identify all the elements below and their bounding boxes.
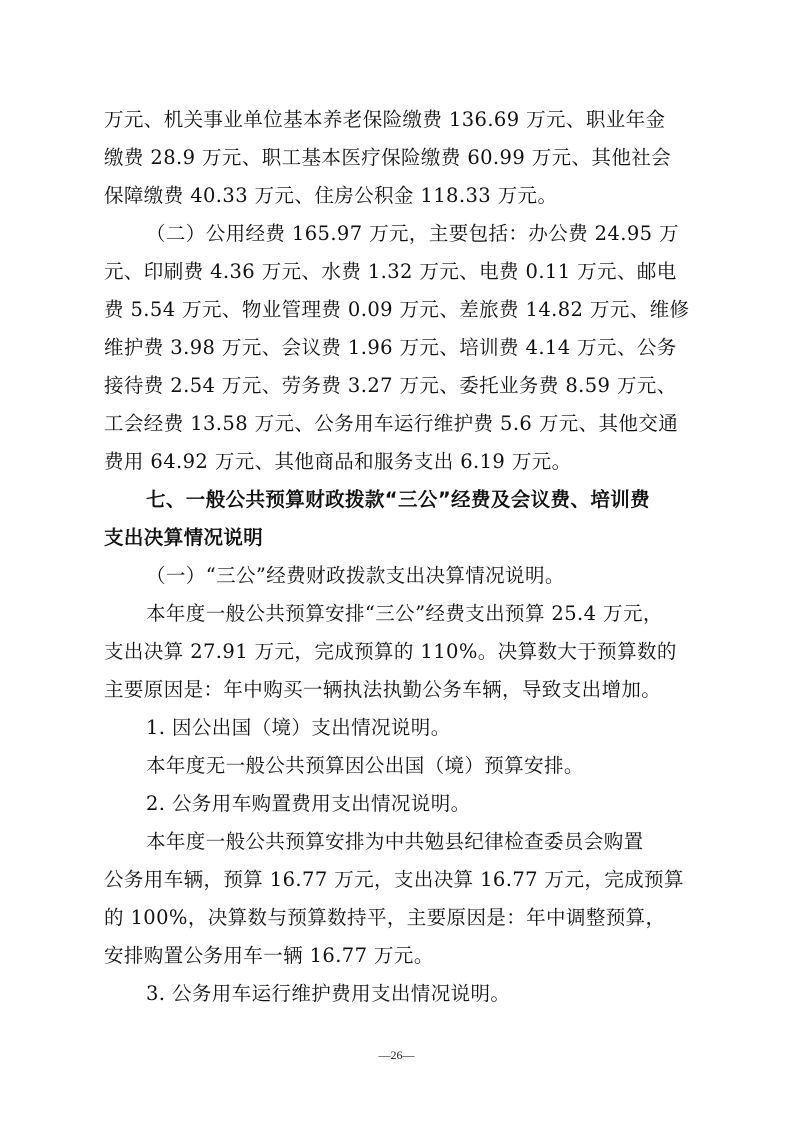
- body-text-line: 本年度一般公共预算安排“三公”经费支出预算 25.4 万元，: [146, 602, 663, 625]
- body-text-line: 主要原因是：年中购买一辆执法执勤公务车辆，导致支出增加。: [104, 678, 662, 701]
- numbered-heading: 2. 公务用车购置费用支出情况说明。: [146, 792, 471, 815]
- body-text-line: 保障缴费 40.33 万元、住房公积金 118.33 万元。: [104, 184, 558, 207]
- numbered-heading: 3. 公务用车运行维护费用支出情况说明。: [146, 982, 511, 1005]
- body-text-line: 维护费 3.98 万元、会议费 1.96 万元、培训费 4.14 万元、公务: [104, 336, 677, 359]
- body-text-line: 费 5.54 万元、物业管理费 0.09 万元、差旅费 14.82 万元、维修: [104, 298, 690, 321]
- body-text-line: 本年度无一般公共预算因公出国（境）预算安排。: [146, 754, 584, 777]
- subsection-heading: （一）“三公”经费财政拨款支出决算情况说明。: [146, 564, 565, 587]
- body-text-line: 支出决算 27.91 万元，完成预算的 110%。决算数大于预算数的: [104, 640, 677, 663]
- body-text-line: 缴费 28.9 万元、职工基本医疗保险缴费 60.99 万元、其他社会: [104, 146, 672, 169]
- body-text-line: 万元、机关事业单位基本养老保险缴费 136.69 万元、职业年金: [104, 108, 666, 131]
- body-text-line: 接待费 2.54 万元、劳务费 3.27 万元、委托业务费 8.59 万元、: [104, 374, 677, 397]
- numbered-heading: 1. 因公出国（境）支出情况说明。: [146, 716, 451, 739]
- body-text-line: 费用 64.92 万元、其他商品和服务支出 6.19 万元。: [104, 450, 572, 473]
- body-text-line: 工会经费 13.58 万元、公务用车运行维护费 5.6 万元、其他交通: [104, 412, 679, 435]
- body-text-line: 公务用车辆，预算 16.77 万元，支出决算 16.77 万元，完成预算: [104, 868, 684, 891]
- body-text-line: 元、印刷费 4.36 万元、水费 1.32 万元、电费 0.11 万元、邮电: [104, 260, 677, 283]
- section-heading-cont: 支出决算情况说明: [104, 526, 264, 549]
- section-paragraph-start: （二）公用经费 165.97 万元，主要包括：办公费 24.95 万: [146, 222, 679, 245]
- body-text-line: 本年度一般公共预算安排为中共勉县纪律检查委员会购置: [146, 830, 644, 853]
- body-text-line: 安排购置公务用车一辆 16.77 万元。: [104, 944, 434, 967]
- page-number: —26—: [378, 1048, 415, 1062]
- body-text-line: 的 100%，决算数与预算数持平，主要原因是：年中调整预算，: [104, 906, 666, 929]
- section-heading: 七、一般公共预算财政拨款“三公”经费及会议费、培训费: [146, 488, 651, 511]
